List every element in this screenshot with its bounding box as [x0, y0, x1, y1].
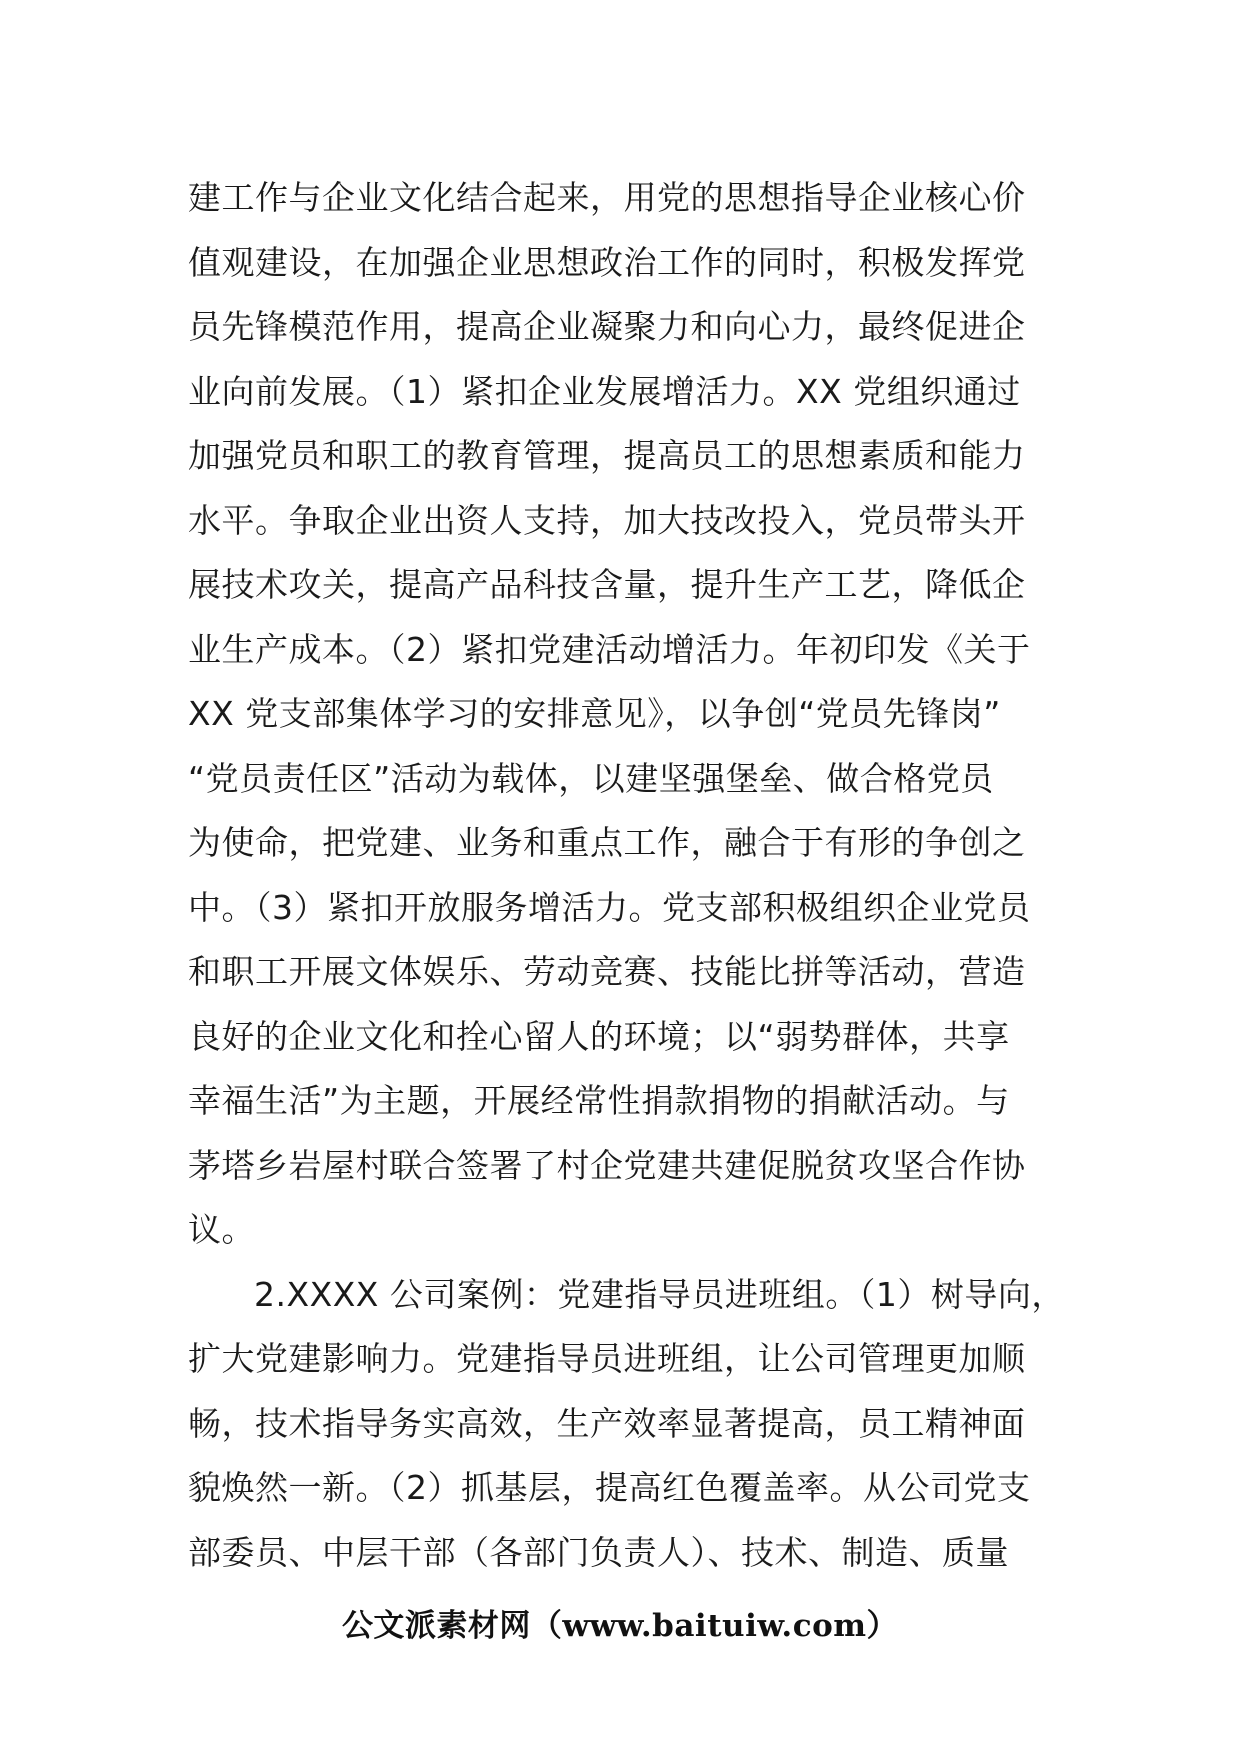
text-line: 茅塔乡岩屋村联合签署了村企党建共建促脱贫攻坚合作协	[188, 1145, 1026, 1185]
text-line: 水平。争取企业出资人支持，加大技改投入，党员带头开	[188, 500, 1026, 540]
text-line: XX 党支部集体学习的安排意见》，以争创“党员先锋岗”	[188, 694, 1001, 733]
text-line: 加强党员和职工的教育管理，提高员工的思想素质和能力	[188, 436, 1026, 475]
text-line: 值观建设，在加强企业思想政治工作的同时，积极发挥党	[188, 242, 1026, 282]
paragraph-start-line: 2.XXXX 公司案例：党建指导员进班组。（1）树导向，	[254, 1274, 1065, 1314]
text-line: 良好的企业文化和拴心留人的环境；以“弱势群体，共享	[188, 1016, 1010, 1056]
text-line: 为使命，把党建、业务和重点工作，融合于有形的争创之	[188, 823, 1026, 862]
text-line: 幸福生活”为主题，开展经常性捐款捐物的捐献活动。与	[188, 1081, 1010, 1120]
text-line: 业生产成本。（2）紧扣党建活动增活力。年初印发《关于	[188, 629, 1031, 669]
text-line: 业向前发展。（1）紧扣企业发展增活力。XX 党组织通过	[188, 371, 1021, 411]
footer-watermark-text: 公文派素材网（www.baituiw.com）	[341, 1608, 899, 1644]
text-line: 建工作与企业文化结合起来，用党的思想指导企业核心价	[188, 178, 1026, 217]
text-line: 和职工开展文体娱乐、劳动竞赛、技能比拼等活动，营造	[188, 952, 1026, 991]
text-line: “党员责任区”活动为载体，以建坚强堡垒、做合格党员	[188, 758, 994, 798]
text-line: 议。	[188, 1210, 255, 1249]
text-line: 部委员、中层干部（各部门负责人）、技术、制造、质量	[188, 1532, 1009, 1572]
text-line: 展技术攻关，提高产品科技含量，提升生产工艺，降低企	[188, 565, 1026, 604]
document-body	[188, 166, 1068, 1585]
text-line: 畅，技术指导务实高效，生产效率显著提高，员工精神面	[188, 1403, 1026, 1443]
text-line: 中。（3）紧扣开放服务增活力。党支部积极组织企业党员	[188, 887, 1031, 927]
text-line: 员先锋模范作用，提高企业凝聚力和向心力，最终促进企	[188, 307, 1026, 346]
text-line: 扩大党建影响力。党建指导员进班组，让公司管理更加顺	[188, 1339, 1026, 1378]
text-line: 貌焕然一新。（2）抓基层，提高红色覆盖率。从公司党支	[188, 1468, 1031, 1507]
